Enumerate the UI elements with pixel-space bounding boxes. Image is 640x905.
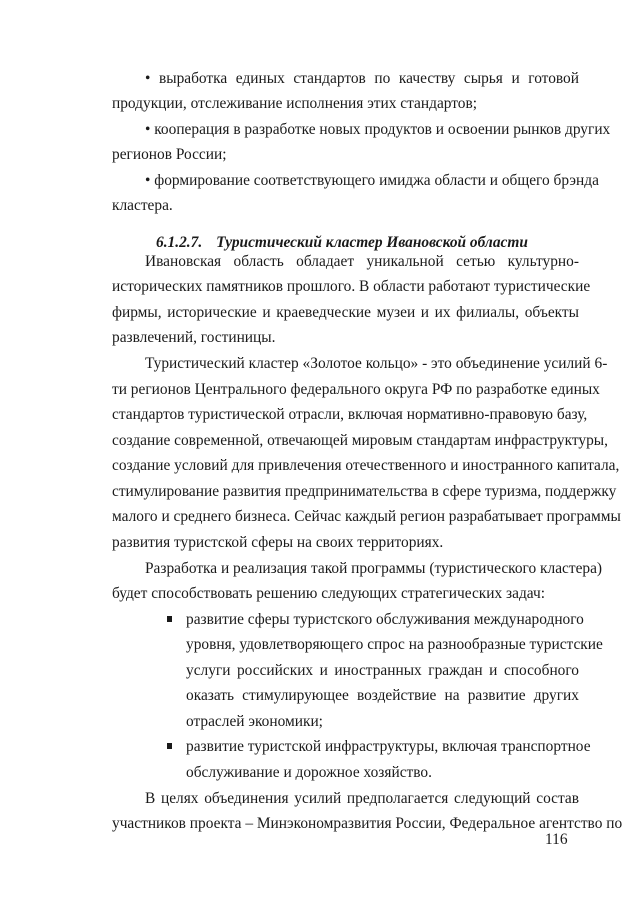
list-item-2-line-1: развитие туристской инфраструктуры, включая транспортное xyxy=(186,738,591,755)
bullet-2-line-2: регионов России; xyxy=(112,146,227,163)
para2-line-8: развития туристской сферы на своих территориях. xyxy=(112,534,444,551)
bullet-1-line-1: • выработка единых стандартов по качеству сырья и готовой xyxy=(145,70,579,87)
para2-line-7: малого и среднего бизнеса. Сейчас каждый регион разрабатывает программы xyxy=(112,508,621,525)
section-title: Туристический кластер Ивановской области xyxy=(216,234,528,251)
para2-line-1: Туристический кластер «Золотое кольцо» - это объединение усилий 6- xyxy=(145,355,608,372)
list-bullet-2 xyxy=(167,743,172,749)
para2-line-2: ти регионов Центрального федерального округа РФ по разработке единых xyxy=(112,381,600,398)
bullet-3-line-1: • формирование соответствующего имиджа области и общего брэнда xyxy=(145,172,599,189)
para2-line-5: создание условий для привлечения отечественного и иностранного капитала, xyxy=(112,457,620,474)
list-item-1-line-4: оказать стимулирующее воздействие на развитие других xyxy=(186,687,579,704)
list-item-2-line-2: обслуживание и дорожное хозяйство. xyxy=(186,764,432,781)
list-item-1-line-3: услуги российских и иностранных граждан и способного xyxy=(186,662,579,679)
para4-line-1: В целях объединения усилий предполагается следующий состав xyxy=(145,790,579,807)
para1-line-1: Ивановская область обладает уникальной сетью культурно- xyxy=(145,253,579,270)
para4-line-2: участников проекта – Минэкономразвития России, Федеральное агентство по xyxy=(112,815,623,832)
para1-line-2: исторических памятников прошлого. В области работают туристические xyxy=(112,278,591,295)
list-item-1-line-5: отраслей экономики; xyxy=(186,713,323,730)
bullet-3-line-2: кластера. xyxy=(112,197,173,214)
para2-line-3: стандартов туристической отрасли, включая нормативно-правовую базу, xyxy=(112,406,588,423)
para1-line-3: фирмы, исторические и краеведческие музеи и их филиалы, объекты xyxy=(112,304,579,321)
list-bullet-1 xyxy=(167,616,172,622)
section-heading xyxy=(156,234,528,252)
section-number: 6.1.2.7. xyxy=(156,234,203,251)
page-number: 116 xyxy=(545,831,568,848)
para2-line-4: создание современной, отвечающей мировым стандартам инфраструктуры, xyxy=(112,432,608,449)
para3-line-1: Разработка и реализация такой программы (туристического кластера) xyxy=(145,560,603,577)
list-item-1-line-1: развитие сферы туристского обслуживания международного xyxy=(186,611,584,628)
para1-line-4: развлечений, гостиницы. xyxy=(112,329,276,346)
bullet-2-line-1: • кооперация в разработке новых продуктов и освоении рынков других xyxy=(145,121,611,138)
para2-line-6: стимулирование развития предпринимательства в сфере туризма, поддержку xyxy=(112,483,617,500)
para3-line-2: будет способствовать решению следующих стратегических задач: xyxy=(112,585,546,602)
bullet-1-line-2: продукции, отслеживание исполнения этих стандартов; xyxy=(112,95,478,112)
list-item-1-line-2: уровня, удовлетворяющего спрос на разнообразные туристские xyxy=(186,636,603,653)
